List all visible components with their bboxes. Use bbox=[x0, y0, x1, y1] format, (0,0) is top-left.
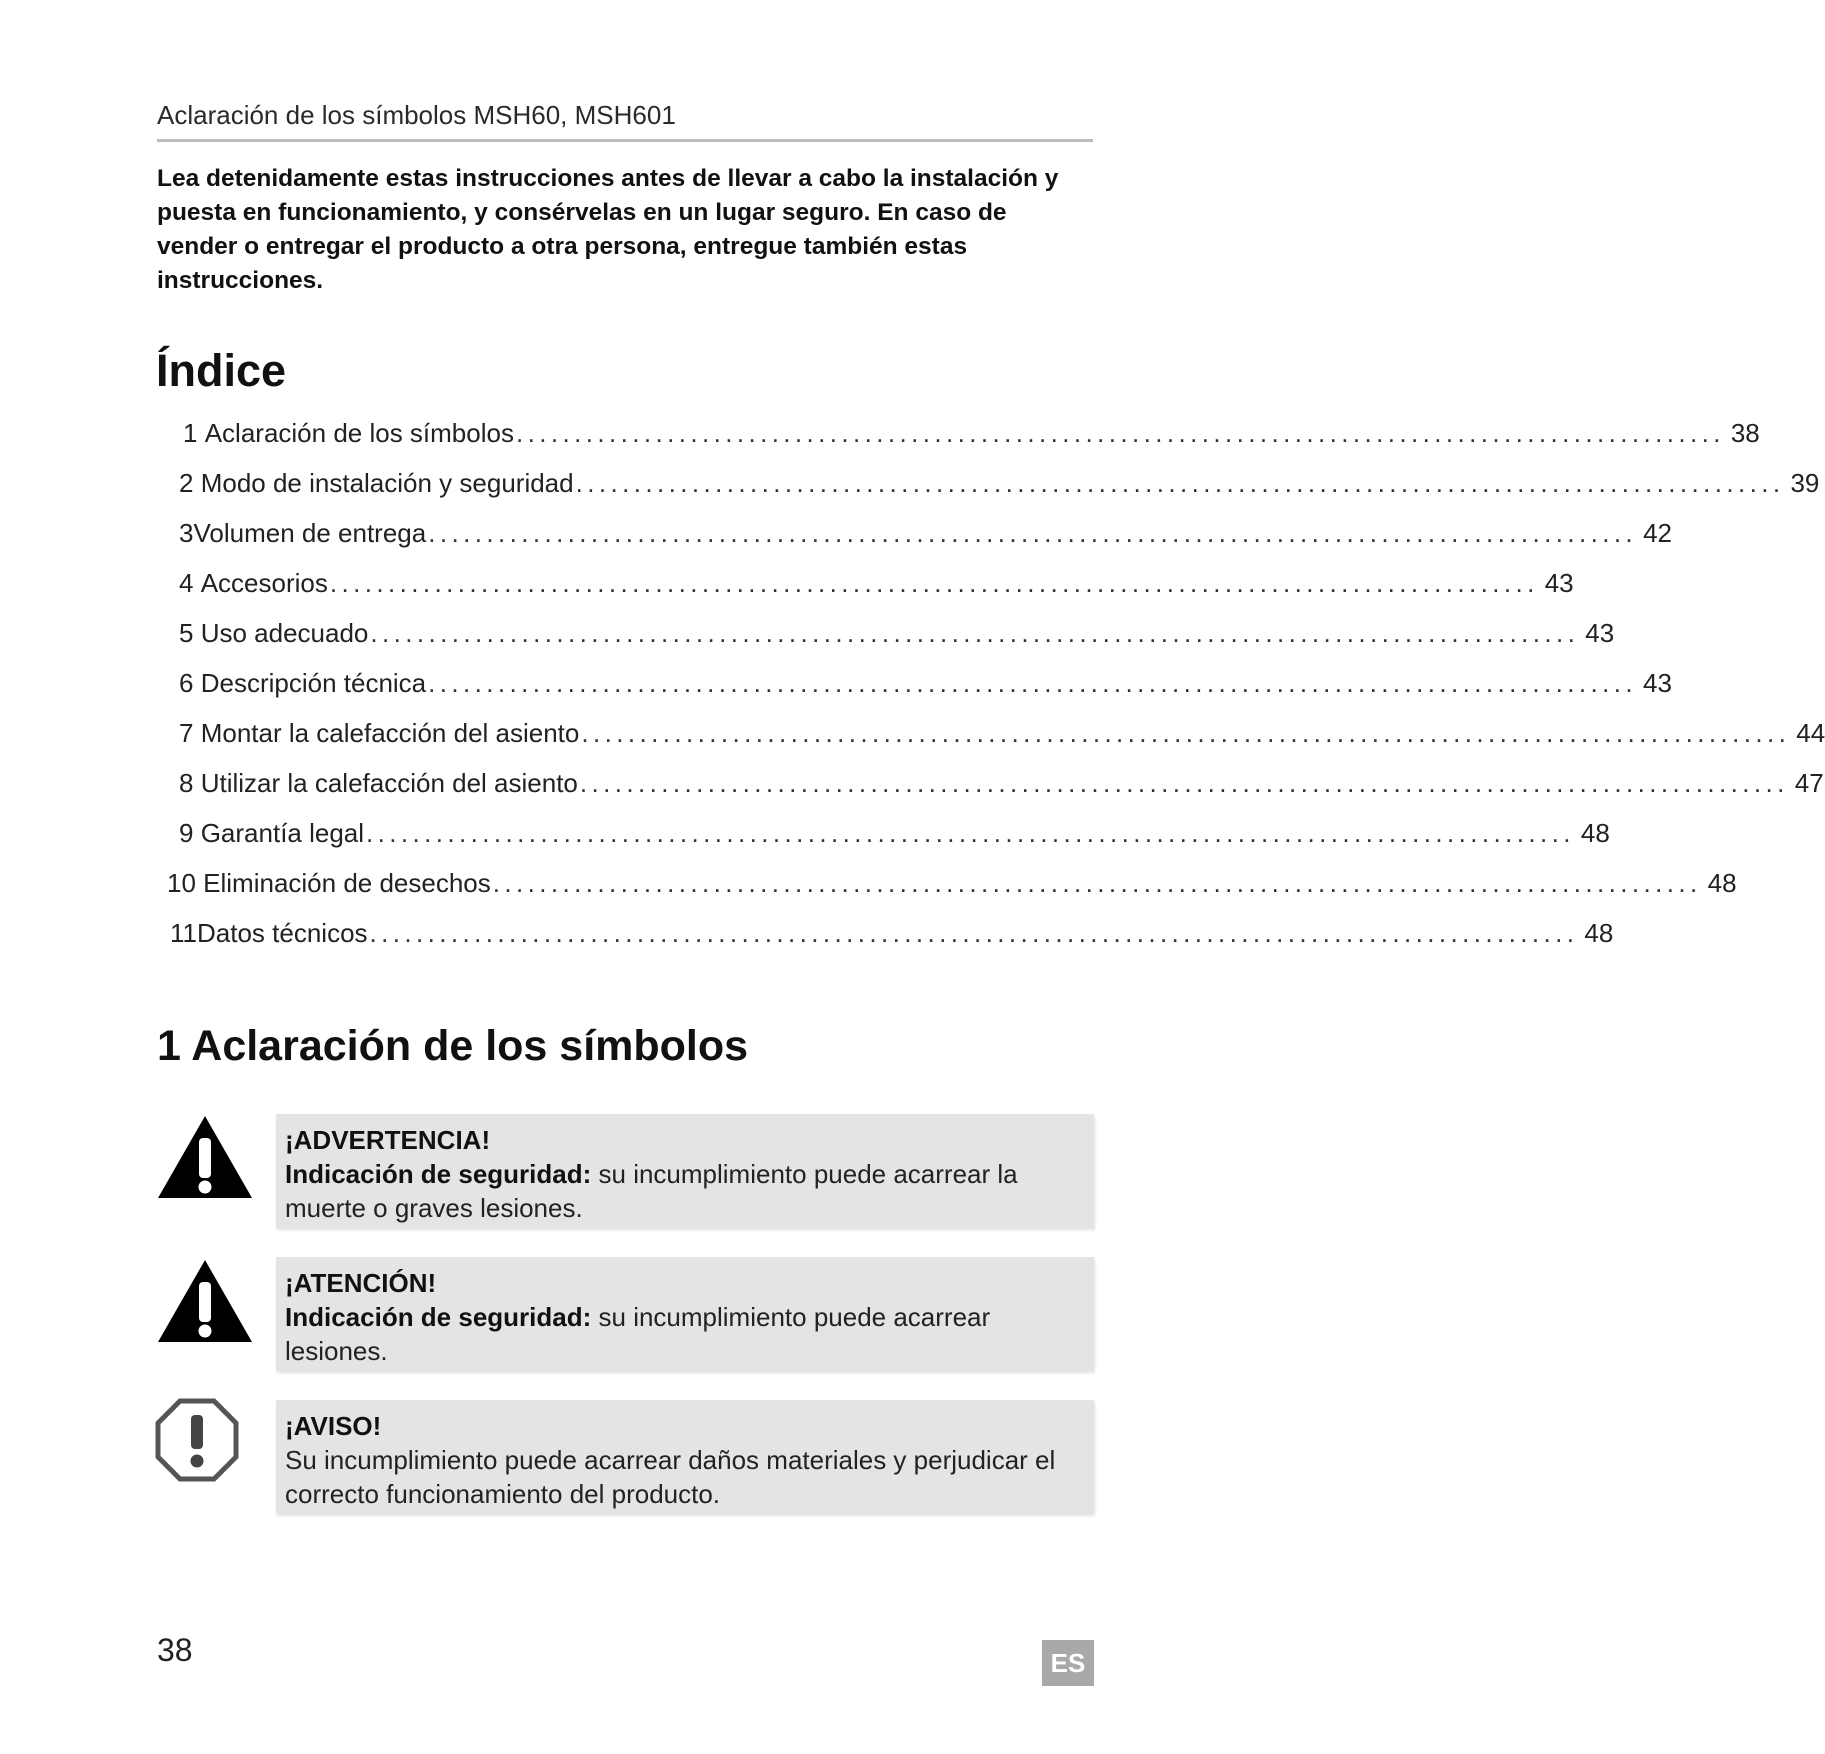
toc-entry[interactable] bbox=[183, 418, 1760, 454]
toc-leader-dots: ........................................................................................................ bbox=[515, 418, 1725, 448]
page-number: 38 bbox=[157, 1632, 193, 1668]
toc-entry-number: 7 bbox=[179, 718, 194, 748]
toc-entry[interactable] bbox=[179, 818, 1610, 854]
toc-leader-dots: ........................................................................................................ bbox=[575, 468, 1785, 498]
toc-entry-page: 38 bbox=[1730, 418, 1760, 448]
toc-leader-dots: ........................................................................................................ bbox=[329, 568, 1539, 598]
toc-entry[interactable] bbox=[179, 568, 1574, 604]
toc-leader-dots: ........................................................................................................ bbox=[428, 518, 1638, 548]
toc-entry-number: 2 bbox=[179, 468, 194, 498]
toc-entry-number: 1 bbox=[183, 418, 198, 448]
toc-entry-label: Garantía legal bbox=[200, 818, 365, 848]
toc-entry-page: 42 bbox=[1643, 518, 1672, 548]
toc-entry-label: Utilizar la calefacción del asiento bbox=[200, 768, 578, 798]
toc-entry-number: 11 bbox=[170, 918, 197, 948]
toc-title: Índice bbox=[156, 345, 287, 396]
notice-kind: ¡AVISO! bbox=[285, 1411, 382, 1441]
toc-entry-label: Accesorios bbox=[200, 568, 328, 598]
toc-entry-number: 8 bbox=[179, 768, 194, 798]
toc-leader-dots: ........................................................................................................ bbox=[581, 718, 1791, 748]
notice-kind: ¡ATENCIÓN! bbox=[285, 1268, 437, 1298]
toc-entry-number: 10 bbox=[167, 868, 196, 898]
octagon-exclamation-icon bbox=[155, 1398, 239, 1482]
toc-entry-page: 43 bbox=[1643, 668, 1672, 698]
toc-entry-number: 9 bbox=[179, 818, 194, 848]
toc-leader-dots: ........................................................................................................ bbox=[370, 618, 1580, 648]
toc-entry-label: Datos técnicos bbox=[197, 918, 368, 948]
warning-triangle-icon bbox=[156, 1114, 254, 1200]
intro-paragraph: Lea detenidamente estas instrucciones antes de llevar a cabo la instalación y puesta en funcionamiento, y consérvelas en un lugar seguro. En caso de vender o entregar el producto a otra persona, entregue también estas instrucciones. bbox=[157, 165, 1059, 294]
toc-entry-label: Uso adecuado bbox=[200, 618, 369, 648]
toc-entry-page: 39 bbox=[1790, 468, 1820, 498]
toc-leader-dots: ........................................................................................................ bbox=[579, 768, 1789, 798]
toc-entry-label: Eliminación de desechos bbox=[203, 868, 491, 898]
toc-entry-page: 44 bbox=[1796, 718, 1825, 748]
toc-entry[interactable] bbox=[170, 918, 1614, 954]
notice-bold-lead: Indicación de seguridad: bbox=[285, 1159, 592, 1189]
notice-aviso bbox=[276, 1400, 1094, 1514]
notice-kind: ¡ADVERTENCIA! bbox=[285, 1125, 491, 1155]
toc-entry[interactable] bbox=[179, 768, 1824, 804]
toc-entry-number: 6 bbox=[179, 668, 194, 698]
toc-entry[interactable] bbox=[179, 718, 1825, 754]
toc-entry[interactable] bbox=[179, 468, 1820, 504]
toc-entry-label: Aclaración de los símbolos bbox=[204, 418, 514, 448]
toc-leader-dots: ........................................................................................................ bbox=[366, 818, 1575, 848]
warning-triangle-icon bbox=[156, 1258, 254, 1344]
running-header: Aclaración de los símbolos MSH60, MSH601 bbox=[157, 100, 1093, 142]
toc-entry-label: Montar la calefacción del asiento bbox=[200, 718, 580, 748]
toc-entry-page: 47 bbox=[1794, 768, 1824, 798]
toc-entry[interactable] bbox=[179, 618, 1615, 654]
toc-entry-page: 43 bbox=[1585, 618, 1615, 648]
toc-entry[interactable] bbox=[179, 668, 1672, 704]
language-badge: ES bbox=[1042, 1640, 1094, 1686]
toc-entry[interactable] bbox=[167, 868, 1737, 904]
toc-entry[interactable] bbox=[179, 518, 1672, 554]
section-title: 1 Aclaración de los símbolos bbox=[157, 1022, 749, 1070]
toc-entry-number: 4 bbox=[179, 568, 194, 598]
table-of-contents bbox=[0, 418, 1825, 958]
toc-entry-page: 48 bbox=[1584, 918, 1614, 948]
toc-entry-number: 3 bbox=[179, 518, 194, 548]
notice-bold-lead: Indicación de seguridad: bbox=[285, 1302, 592, 1332]
toc-leader-dots: ........................................................................................................ bbox=[428, 668, 1637, 698]
notice-atencion bbox=[276, 1257, 1094, 1371]
notice-advertencia bbox=[276, 1114, 1094, 1228]
toc-leader-dots: ........................................................................................................ bbox=[492, 868, 1702, 898]
toc-entry-number: 5 bbox=[179, 618, 194, 648]
notice-text: Su incumplimiento puede acarrear daños materiales y perjudicar el correcto funcionamiento del producto. bbox=[285, 1445, 1056, 1509]
notice-text: su incumplimiento puede acarrear la muerte o graves lesiones. bbox=[285, 1159, 1018, 1223]
notice-text: su incumplimiento puede acarrear lesiones. bbox=[285, 1302, 991, 1366]
toc-entry-page: 48 bbox=[1580, 818, 1610, 848]
toc-entry-label: Descripción técnica bbox=[200, 668, 427, 698]
toc-entry-page: 48 bbox=[1707, 868, 1737, 898]
toc-entry-label: Modo de instalación y seguridad bbox=[200, 468, 574, 498]
toc-entry-label: Volumen de entrega bbox=[193, 518, 427, 548]
toc-entry-page: 43 bbox=[1544, 568, 1574, 598]
toc-leader-dots: ........................................................................................................ bbox=[369, 918, 1579, 948]
